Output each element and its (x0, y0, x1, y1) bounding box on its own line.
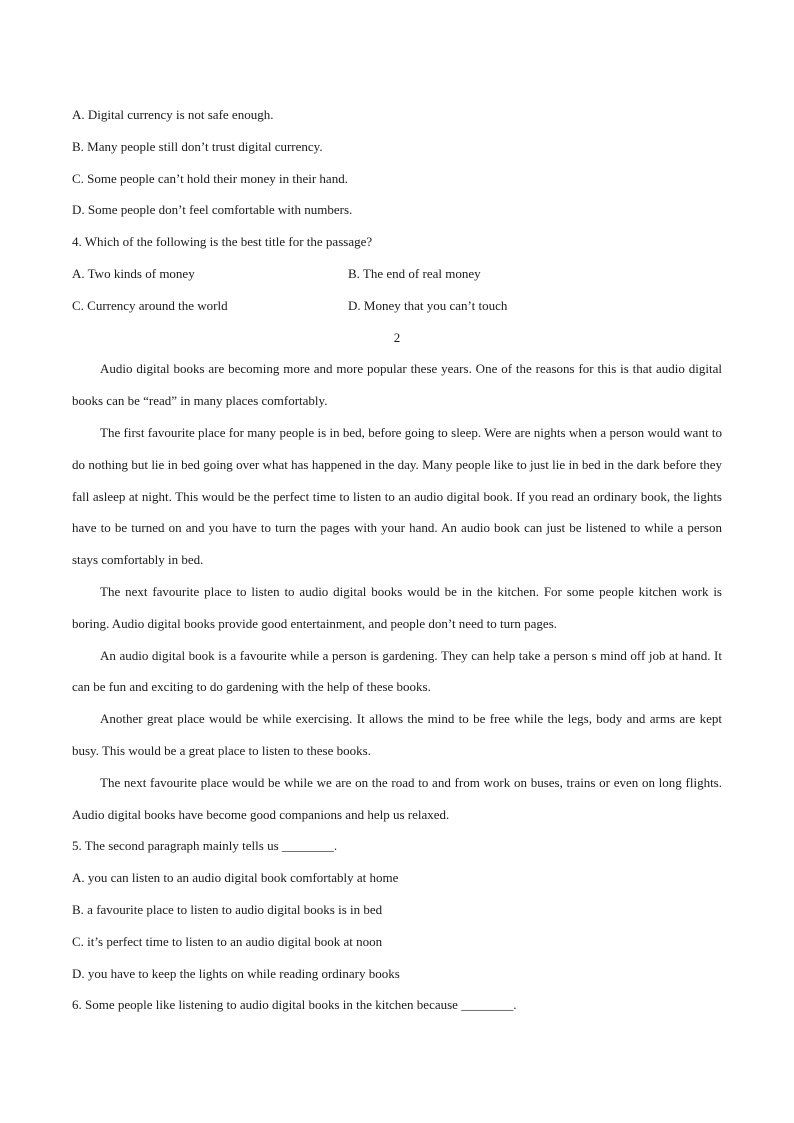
q4-options-row-2 (72, 290, 722, 322)
q4-option-b: B. The end of real money (348, 265, 481, 281)
q3-option-b: B. Many people still don’t trust digital currency. (72, 138, 323, 154)
q3-option-c: C. Some people can’t hold their money in their hand. (72, 170, 348, 186)
q6-question: 6. Some people like listening to audio digital books in the kitchen because ________. (72, 997, 517, 1013)
q4-question: 4. Which of the following is the best title for the passage? (72, 234, 373, 250)
q5-question: 5. The second paragraph mainly tells us ________. (72, 838, 338, 854)
q5-option-d: D. you have to keep the lights on while reading ordinary books (72, 965, 400, 981)
q4-option-a: A. Two kinds of money (72, 265, 195, 281)
passage-paragraph-2: The first favourite place for many people is in bed, before going to sleep. Were are nights when a person would want to do nothing but lie in bed going over what has happened in the day. Many people like to just lie in bed in the dark before they fall asleep at night. This would be the perfect time to listen to an audio digital book. If you read an ordinary book, the lights have to be turned on and you have to turn the pages with your hand. An audio book can just be listened to while a person stays comfortably in bed. (72, 424, 722, 568)
passage-paragraph-4: An audio digital book is a favourite while a person is gardening. They can help take a person s mind off job at hand. It can be fun and exciting to do gardening with the help of these books. (72, 647, 722, 695)
q4-option-c: C. Currency around the world (72, 297, 228, 313)
passage-paragraph-5: Another great place would be while exercising. It allows the mind to be free while the legs, body and arms are kept busy. This would be a great place to listen to these books. (72, 711, 722, 758)
q5-option-a: A. you can listen to an audio digital book comfortably at home (72, 870, 399, 886)
q5-option-c: C. it’s perfect time to listen to an audio digital book at noon (72, 933, 383, 949)
q5-option-b: B. a favourite place to listen to audio digital books is in bed (72, 901, 383, 917)
passage-paragraph-3: The next favourite place to listen to audio digital books would be in the kitchen. For some people kitchen work is boring. Audio digital books provide good entertainment, and people don’t need to turn pages. (72, 583, 722, 631)
passage-paragraph-1: Audio digital books are becoming more and more popular these years. One of the reasons for this is that audio digital books can be “read” in many places comfortably. (72, 361, 722, 409)
q4-option-d: D. Money that you can’t touch (348, 297, 508, 313)
q3-option-d: D. Some people don’t feel comfortable with numbers. (72, 202, 353, 218)
passage-paragraph-6: The next favourite place would be while we are on the road to and from work on buses, trains or even on long flights. Audio digital books have become good companions and help us relaxed. (72, 774, 722, 822)
section-number: 2 (393, 329, 401, 345)
q3-option-a: A. Digital currency is not safe enough. (72, 107, 274, 122)
q4-options-row-1 (72, 258, 722, 290)
